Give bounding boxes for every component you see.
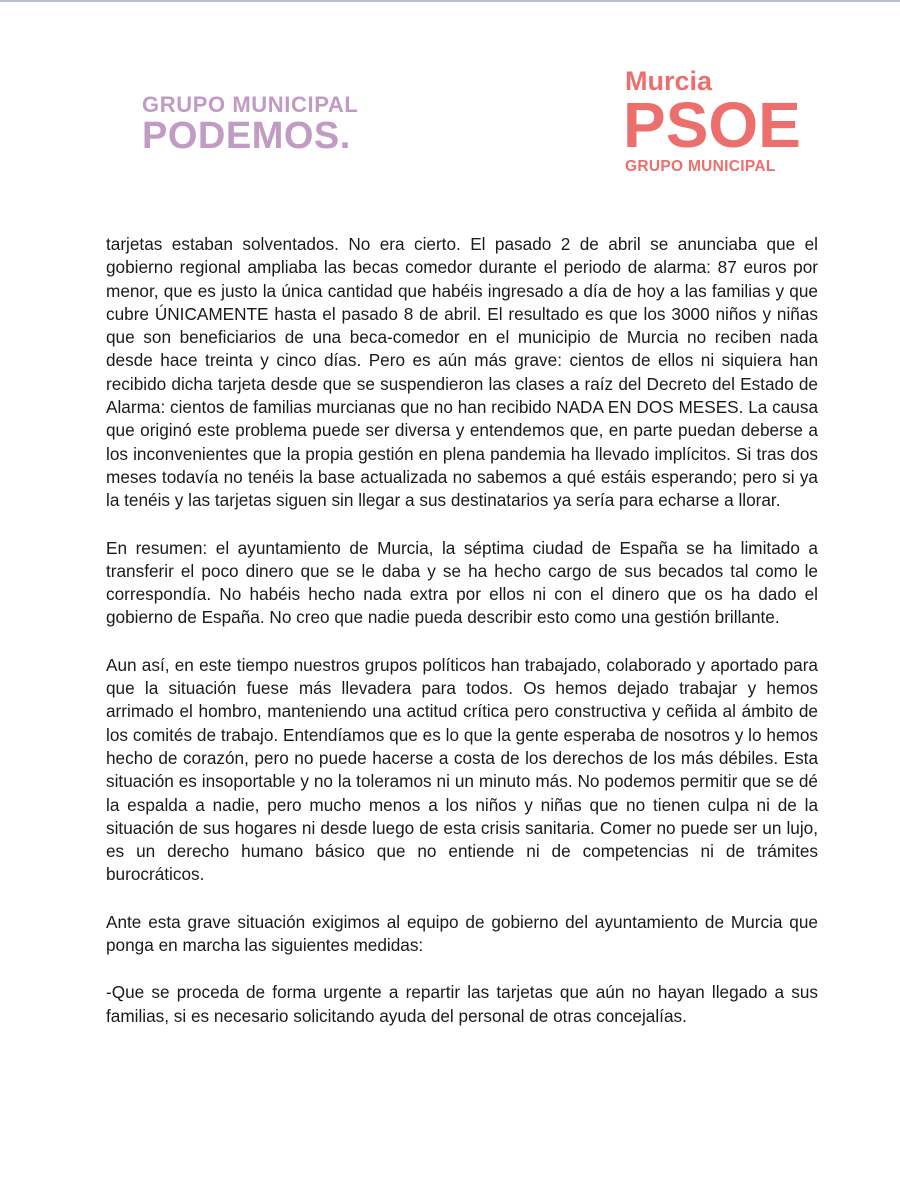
paragraph-1: tarjetas estaban solventados. No era cierto. El pasado 2 de abril se anunciaba que el gobierno regional ampliaba las becas comedor durante el periodo de alarma: 87 euros por menor, que es justo la única cantidad que habéis ingresado a día de hoy a las familias y que cubre ÚNICAMENTE hasta el pasado 8 de abril. El resultado es que los 3000 niños y niñas que son beneficiarios de una beca-comedor en el municipio de Murcia no reciben nada desde hace treinta y cinco días. Pero es aún más grave: cientos de ellos ni siquiera han recibido dicha tarjeta desde que se suspendieron las clases a raíz del Decreto del Estado de Alarma: cientos de familias murcianas que no han recibido NADA EN DOS MESES. La causa que originó este problema puede ser diversa y entendemos que, en parte puedan deberse a los inconvenientes que la propia gestión en plena pandemia ha llevado implícitos. Si tras dos meses todavía no tenéis la base actualizada no sabemos a qué estáis esperando; pero si ya la tenéis y las tarjetas siguen sin llegar a sus destinatarios ya sería para echarse a llorar. [106,234,818,511]
paragraph-4: Ante esta grave situación exigimos al equipo de gobierno del ayuntamiento de Murcia que ponga en marcha las siguientes medidas: [106,911,818,956]
psoe-logo-group: GRUPO MUNICIPAL [625,158,776,175]
podemos-logo [142,94,358,155]
paragraph-5: -Que se proceda de forma urgente a repartir las tarjetas que aún no hayan llegado a sus familias, si es necesario solicitando ayuda del personal de otras concejalías. [106,982,818,1026]
podemos-logo-line2: PODEMOS. [142,115,351,157]
psoe-logo-city: Murcia [625,66,713,96]
psoe-logo-name: PSOE [623,89,801,161]
podemos-logo-line1: GRUPO MUNICIPAL [142,92,359,117]
paragraph-3: Aun así, en este tiempo nuestros grupos políticos han trabajado, colaborado y aportado para que la situación fuese más llevadera para todos. Os hemos dejado trabajar y hemos arrimado el hombro, manteniendo una actitud crítica pero constructiva y ceñida al ámbito de los comités de trabajo. Entendíamos que es lo que la gente esperaba de nosotros y lo hemos hecho de corazón, pero no puede hacerse a costa de los derechos de los más débiles. Esta situación es insoportable y no la toleramos ni un minuto más. No podemos permitir que se dé la espalda a nadie, pero mucho menos a los niños y niñas que no tienen culpa ni de la situación de sus hogares ni desde luego de esta crisis sanitaria. Comer no puede ser un lujo, es un derecho humano básico que no entiende ni de competencias ni de trámites burocráticos. [106,654,818,885]
document-body [106,233,818,1052]
paragraph-2: En resumen: el ayuntamiento de Murcia, la séptima ciudad de España se ha limitado a transferir el poco dinero que se le daba y se ha hecho cargo de sus becados tal como le correspondía. No habéis hecho nada extra por ellos ni con el dinero que os ha dado el gobierno de España. No creo que nadie pueda describir esto como una gestión brillante. [106,537,818,628]
psoe-logo [625,68,801,175]
